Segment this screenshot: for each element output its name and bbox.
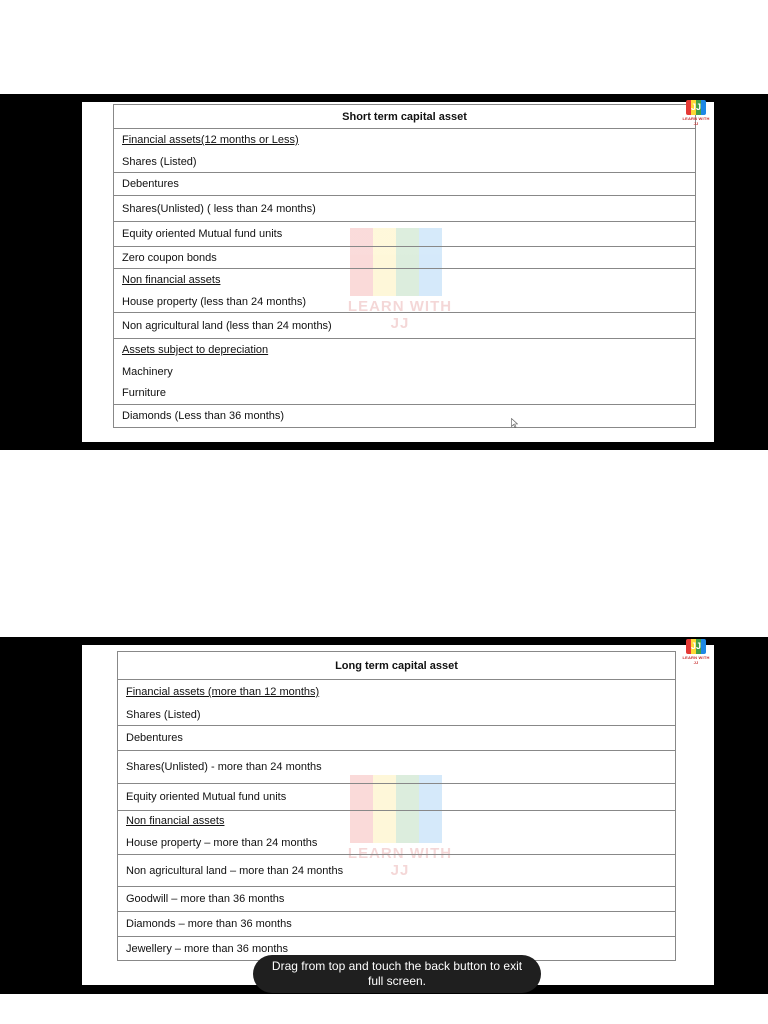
table-row [118, 751, 676, 784]
table-row [118, 680, 676, 705]
table-row [118, 912, 676, 937]
table-cell: Diamonds – more than 36 months [118, 912, 676, 937]
channel-logo-text: LEARN WITH JJ [682, 116, 710, 126]
table-row [118, 855, 676, 887]
exit-fullscreen-toast: Drag from top and touch the back button to exit full screen. [253, 955, 541, 993]
slide-short-term [82, 102, 714, 442]
channel-logo-text: LEARN WITH JJ [682, 655, 710, 665]
video-frame-bottom[interactable] [0, 637, 768, 994]
table-row [114, 339, 696, 362]
table-cell: Equity oriented Mutual fund units [114, 222, 696, 247]
table-group-heading: Financial assets (more than 12 months) [118, 680, 676, 705]
table-row [118, 811, 676, 832]
table-group-heading: Assets subject to depreciation [114, 339, 696, 362]
long-term-table [117, 651, 676, 961]
table-row [118, 726, 676, 751]
table-row [114, 405, 696, 428]
table-row [118, 831, 676, 855]
short-term-title: Short term capital asset [114, 105, 696, 129]
watermark-text: LEARN WITH JJ [347, 298, 453, 332]
table-row [114, 222, 696, 247]
watermark-text: LEARN WITH JJ [347, 845, 453, 879]
table-row [114, 247, 696, 269]
mouse-cursor-icon [511, 418, 518, 428]
table-cell: House property – more than 24 months [118, 831, 676, 855]
table-row [114, 173, 696, 196]
table-row [114, 129, 696, 152]
table-group-heading: Non financial assets [118, 811, 676, 832]
table-group-heading: Non financial assets [114, 269, 696, 292]
table-cell: Shares (Listed) [114, 151, 696, 173]
table-cell: Debentures [118, 726, 676, 751]
table-row [114, 382, 696, 405]
table-cell: Shares(Unlisted) ( less than 24 months) [114, 196, 696, 222]
table-cell: Goodwill – more than 36 months [118, 887, 676, 912]
table-cell: Shares(Unlisted) - more than 24 months [118, 751, 676, 784]
table-row [118, 887, 676, 912]
short-term-table [113, 104, 696, 428]
table-row [114, 269, 696, 292]
table-cell: Machinery [114, 361, 696, 382]
table-cell: Non agricultural land – more than 24 months [118, 855, 676, 887]
channel-logo: JJ LEARN WITH JJ [680, 639, 712, 663]
table-cell: Jewellery – more than 36 months [118, 937, 676, 961]
table-row [114, 196, 696, 222]
channel-logo: JJ LEARN WITH JJ [680, 100, 712, 124]
table-cell: Non agricultural land (less than 24 months) [114, 313, 696, 339]
table-row [114, 151, 696, 173]
table-cell: Diamonds (Less than 36 months) [114, 405, 696, 428]
table-cell: Equity oriented Mutual fund units [118, 784, 676, 811]
table-cell: Furniture [114, 382, 696, 405]
table-row [118, 784, 676, 811]
table-row [118, 704, 676, 726]
slide-long-term [82, 641, 714, 985]
table-cell: Shares (Listed) [118, 704, 676, 726]
table-row [114, 291, 696, 313]
table-cell: Zero coupon bonds [114, 247, 696, 269]
table-cell: Debentures [114, 173, 696, 196]
table-row [114, 313, 696, 339]
table-cell: House property (less than 24 months) [114, 291, 696, 313]
table-group-heading: Financial assets(12 months or Less) [114, 129, 696, 152]
video-frame-top[interactable] [0, 94, 768, 450]
table-row [114, 361, 696, 382]
long-term-title: Long term capital asset [118, 652, 676, 680]
